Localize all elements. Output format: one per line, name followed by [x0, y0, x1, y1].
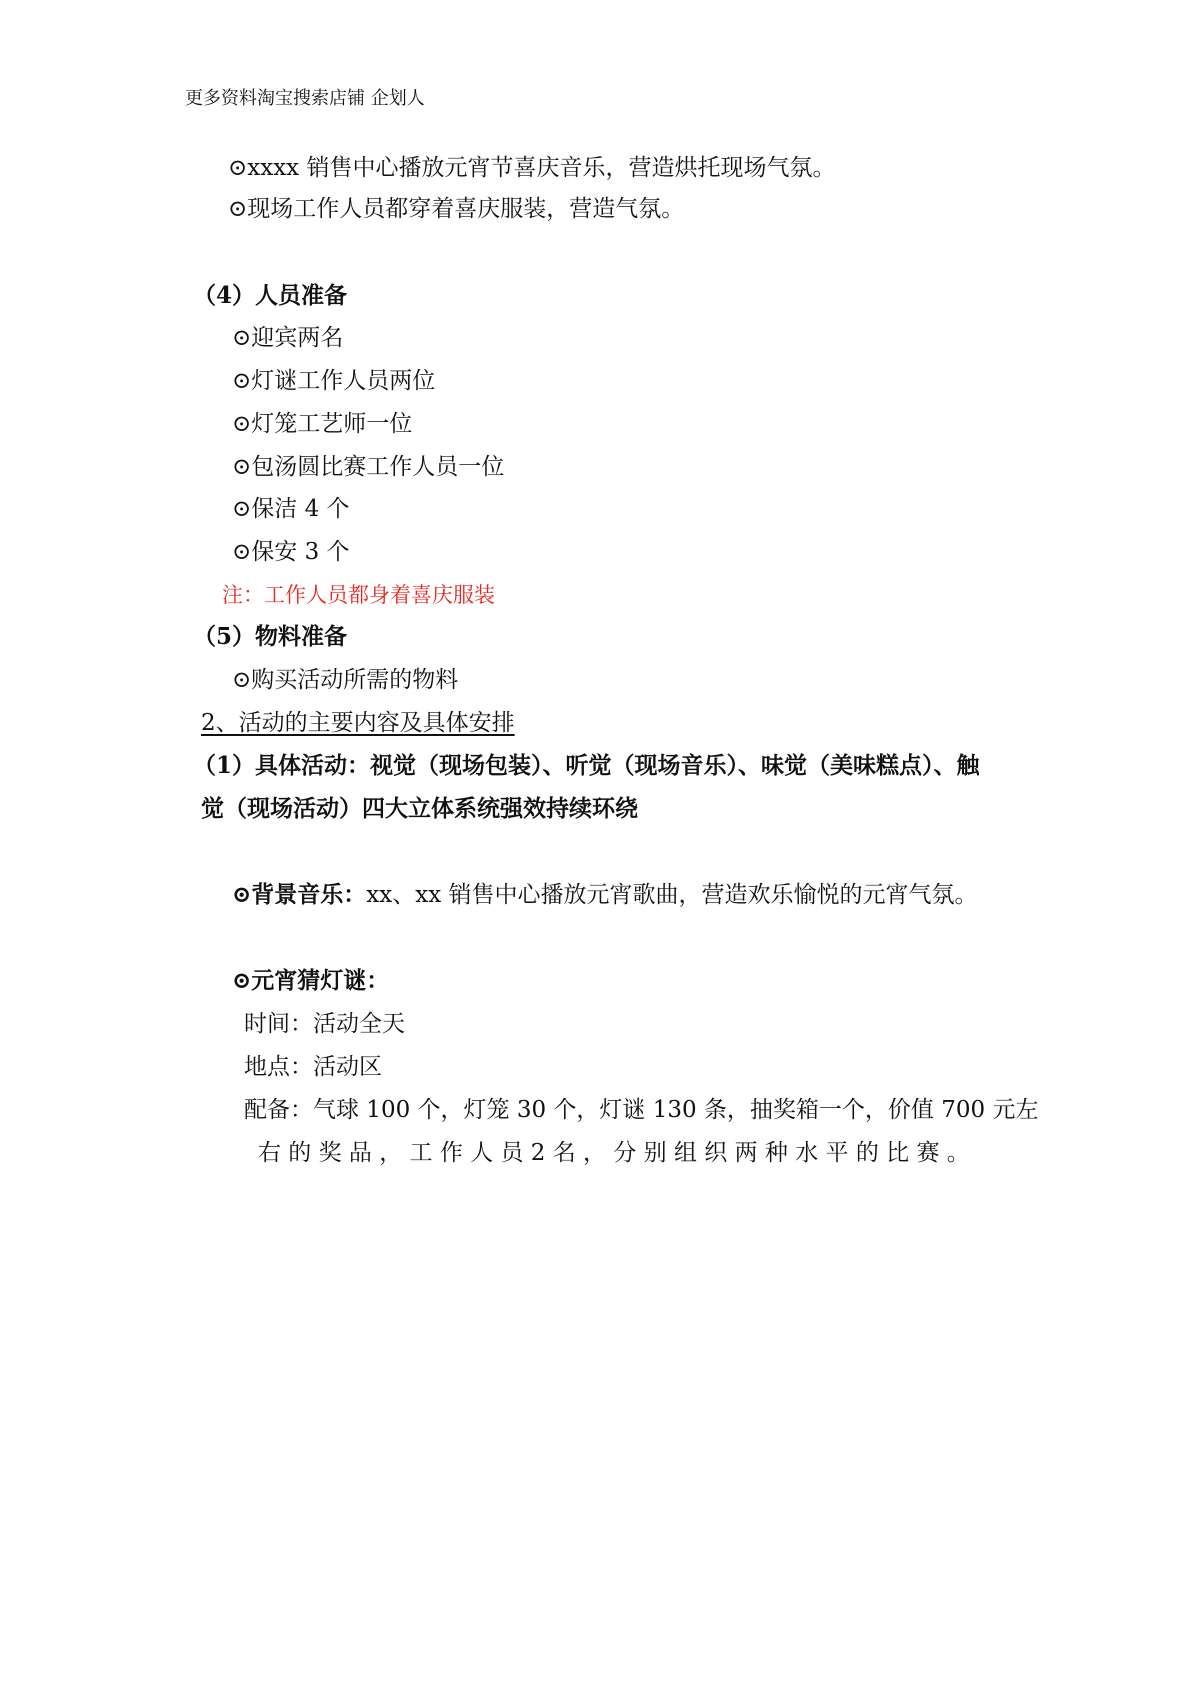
bgm-line [232, 880, 977, 910]
staff-item: ⊙保安 3 个 [232, 539, 350, 565]
riddle-time: 时间：活动全天 [244, 1011, 405, 1037]
riddle-heading: ⊙元宵猜灯谜： [232, 967, 390, 994]
bgm-text: xx、xx 销售中心播放元宵歌曲，营造欢乐愉悦的元宵气氛。 [366, 882, 978, 908]
section2-title: 2、活动的主要内容及具体安排 [201, 710, 515, 736]
staff-item: ⊙迎宾两名 [232, 325, 344, 351]
riddle-equipment-line2: 右 的 奖 品 ， 工 作 人 员 2 名 ， 分 别 组 织 两 种 水 平 的 比 赛 。 [258, 1140, 970, 1166]
materials-item: ⊙购买活动所需的物料 [232, 667, 459, 693]
staff-heading: （4）人员准备 [193, 282, 348, 309]
atmosphere-item: ⊙xxxx 销售中心播放元宵节喜庆音乐，营造烘托现场气氛。 [228, 155, 836, 181]
atmosphere-item: ⊙现场工作人员都穿着喜庆服装，营造气氛。 [228, 196, 685, 222]
staff-note: 注：工作人员都身着喜庆服装 [222, 583, 495, 607]
staff-item: ⊙包汤圆比赛工作人员一位 [232, 454, 505, 480]
staff-item: ⊙灯笼工艺师一位 [232, 411, 413, 437]
page-header: 更多资料淘宝搜索店铺 企划人 [185, 88, 425, 109]
materials-heading: （5）物料准备 [193, 623, 348, 650]
bgm-label: ⊙背景音乐： [232, 881, 367, 908]
riddle-equipment-line1: 配备：气球 100 个，灯笼 30 个，灯谜 130 条，抽奖箱一个，价值 700 元左 [244, 1097, 1039, 1123]
section2-subheading-line1: （1）具体活动：视觉（现场包装）、听觉（现场音乐）、味觉（美味糕点）、触 [193, 752, 980, 779]
riddle-place: 地点：活动区 [244, 1054, 382, 1080]
staff-item: ⊙灯谜工作人员两位 [232, 368, 436, 394]
section2-subheading-line2: 觉（现场活动）四大立体系统强效持续环绕 [201, 795, 638, 822]
staff-item: ⊙保洁 4 个 [232, 496, 350, 522]
